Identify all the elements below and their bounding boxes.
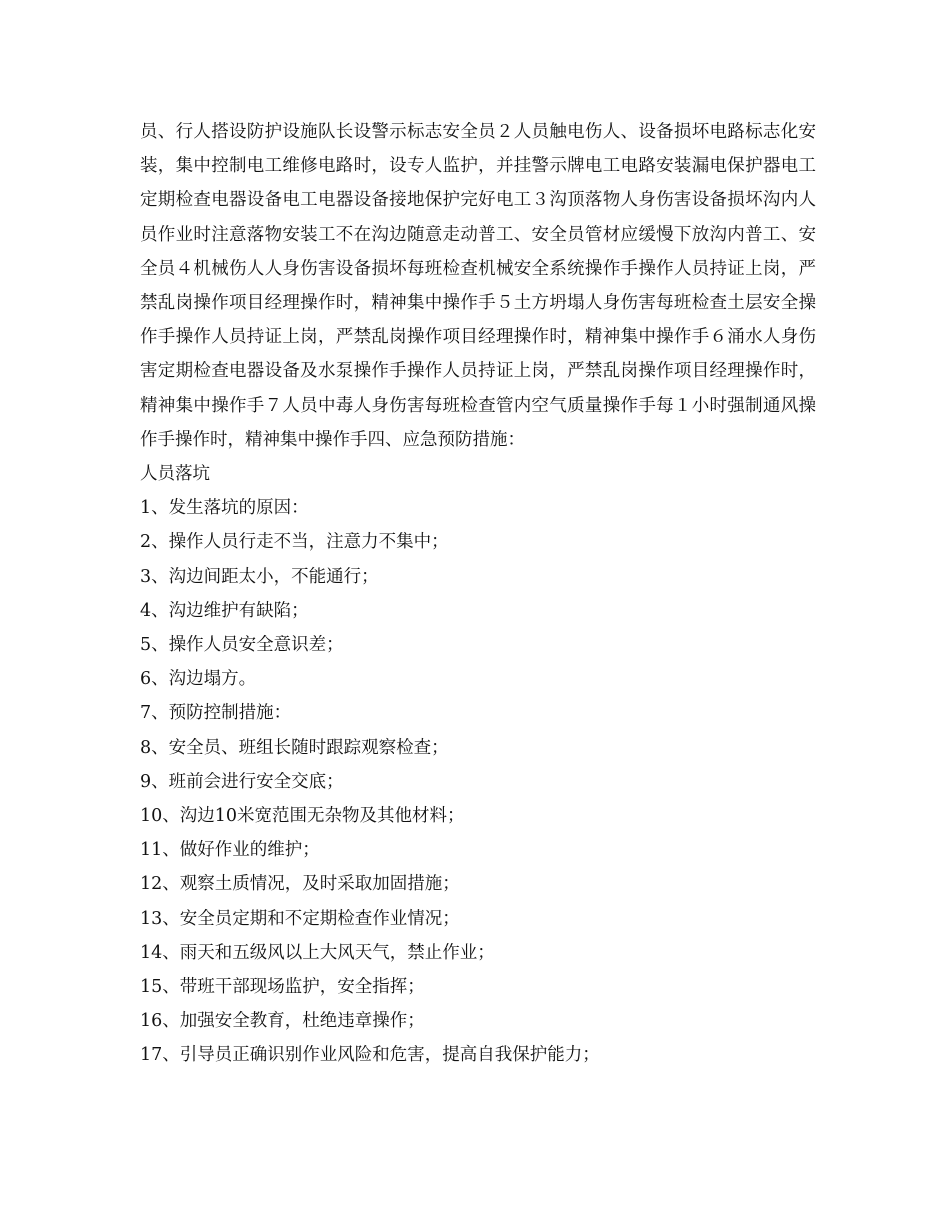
list-item: 6、沟边塌方。: [140, 669, 257, 690]
list-item: 13、安全员定期和不定期检查作业情况；: [140, 908, 460, 929]
list-item: 16、加强安全教育，杜绝违章操作；: [140, 1011, 425, 1032]
list-item: 1、发生落坑的原因：: [140, 498, 309, 519]
list-item: 14、雨天和五级风以上大风天气，禁止作业；: [140, 942, 495, 963]
list-item: 10、沟边10米宽范围无杂物及其他材料；: [140, 806, 465, 827]
list-item: 12、观察土质情况，及时采取加固措施；: [140, 874, 460, 895]
list-item: 2、操作人员行走不当，注意力不集中；: [140, 532, 449, 553]
list-item: 4、沟边维护有缺陷；: [140, 600, 309, 621]
document-body: [140, 115, 816, 1073]
list-item: 11、做好作业的维护；: [140, 840, 320, 861]
list-item: 5、操作人员安全意识差；: [140, 635, 344, 656]
list-item: 17、引导员正确识别作业风险和危害，提高自我保护能力；: [140, 1045, 600, 1066]
section-heading: 人员落坑: [140, 464, 210, 485]
body-paragraph: 员、行人搭设防护设施队长设警示标志安全员２人员触电伤人、设备损坏电路标志化安装，集中控制电工维修电路时，设专人监护，并挂警示牌电工电路安装漏电保护器电工定期检查电器设备电工电器设备接地保护完好电工３沟顶落物人身伤害设备损坏沟内人员作业时注意落物安装工不在沟边随意走动普工、安全员管材应缓慢下放沟内普工、安全员４机械伤人人身伤害设备损坏每班检查机械安全系统操作手操作人员持证上岗，严禁乱岗操作项目经理操作时，精神集中操作手５土方坍塌人身伤害每班检查土层安全操作手操作人员持证上岗，严禁乱岗操作项目经理操作时，精神集中操作手６涌水人身伤害定期检查电器设备及水泵操作手操作人员持证上岗，严禁乱岗操作项目经理操作时，精神集中操作手７人员中毒人身伤害每班检查管内空气质量操作手每１小时强制通风操作手操作时，精神集中操作手四、应急预防措施：: [140, 122, 816, 450]
list-item: 3、沟边间距太小，不能通行；: [140, 566, 379, 587]
list-item: 8、安全员、班组长随时跟踪观察检查；: [140, 737, 449, 758]
list-item: 9、班前会进行安全交底；: [140, 771, 344, 792]
list-item: 7、预防控制措施：: [140, 703, 292, 724]
list-item: 15、带班干部现场监护，安全指挥；: [140, 977, 425, 998]
